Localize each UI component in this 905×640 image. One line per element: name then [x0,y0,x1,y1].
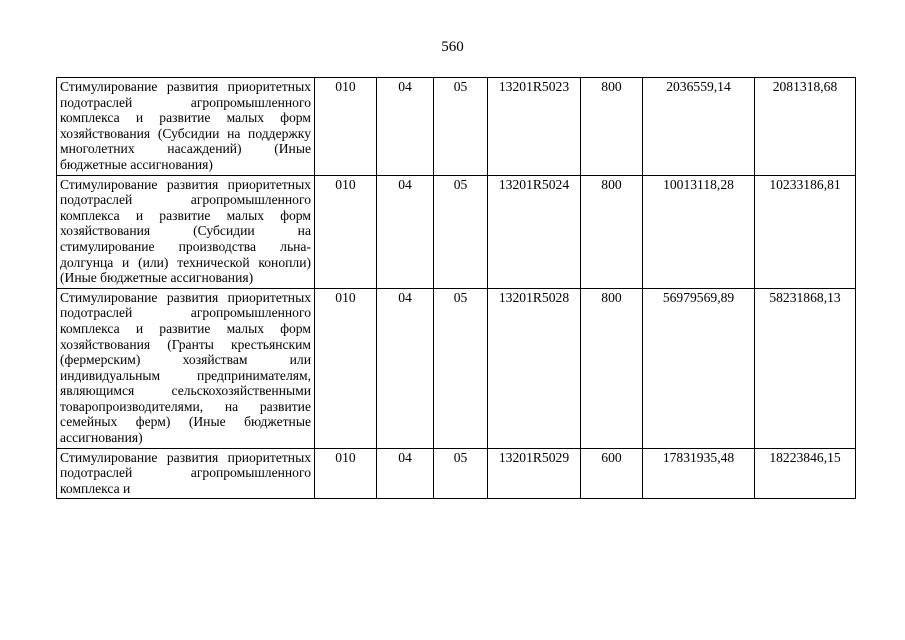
expense-type-code: 800 [581,288,643,448]
amount-year-1: 10013118,28 [643,175,755,288]
subsection-code: 05 [434,448,488,499]
table-row [57,78,856,176]
target-article-code: 13201R5028 [488,288,581,448]
target-article-code: 13201R5023 [488,78,581,176]
section-code: 04 [377,175,434,288]
ministry-code: 010 [315,78,377,176]
row-description: Стимулирование развития приоритетных подотраслей агропромышленного комплекса и развитие малых форм хозяйствования (Субсидии на поддержку многолетних насаждений) (Иные бюджетные ассигнования) [57,78,315,176]
row-description: Стимулирование развития приоритетных подотраслей агропромышленного комплекса и [57,448,315,499]
expense-type-code: 800 [581,175,643,288]
subsection-code: 05 [434,78,488,176]
subsection-code: 05 [434,175,488,288]
row-description: Стимулирование развития приоритетных подотраслей агропромышленного комплекса и развитие малых форм хозяйствования (Гранты крестьянским (фермерским) хозяйствам или индивидуальным предпринимателям, являющимся сельскохозяйственными товаропроизводителями, на развитие семейных ферм) (Иные бюджетные ассигнования) [57,288,315,448]
subsection-code: 05 [434,288,488,448]
row-description: Стимулирование развития приоритетных подотраслей агропромышленного комплекса и развитие малых форм хозяйствования (Субсидии на стимулирование производства льна-долгунца и (или) технической конопли) (Иные бюджетные ассигнования) [57,175,315,288]
table-row [57,448,856,499]
budget-table [56,77,856,499]
amount-year-1: 2036559,14 [643,78,755,176]
section-code: 04 [377,288,434,448]
expense-type-code: 600 [581,448,643,499]
amount-year-2: 2081318,68 [755,78,856,176]
amount-year-2: 10233186,81 [755,175,856,288]
table-row [57,288,856,448]
ministry-code: 010 [315,175,377,288]
table-row [57,175,856,288]
ministry-code: 010 [315,448,377,499]
amount-year-2: 58231868,13 [755,288,856,448]
amount-year-1: 17831935,48 [643,448,755,499]
section-code: 04 [377,78,434,176]
target-article-code: 13201R5024 [488,175,581,288]
amount-year-2: 18223846,15 [755,448,856,499]
target-article-code: 13201R5029 [488,448,581,499]
section-code: 04 [377,448,434,499]
expense-type-code: 800 [581,78,643,176]
amount-year-1: 56979569,89 [643,288,755,448]
page-number: 560 [441,39,464,55]
ministry-code: 010 [315,288,377,448]
